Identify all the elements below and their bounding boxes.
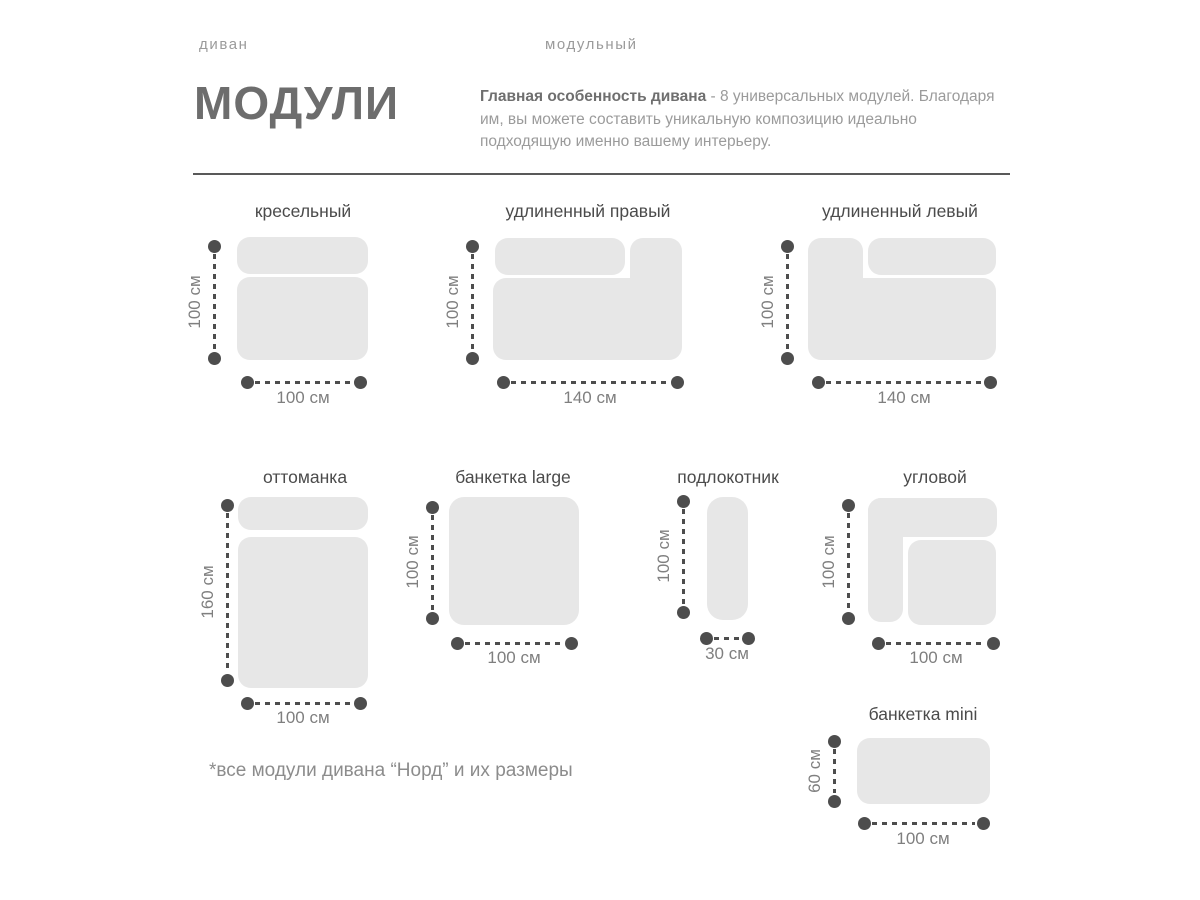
module-shape (238, 537, 368, 688)
height-dimension-line (847, 513, 850, 610)
dim-dot (221, 499, 234, 512)
module-shape (808, 278, 996, 360)
module-shape (868, 498, 997, 537)
height-dimension-line (226, 513, 229, 672)
dim-dot (241, 697, 254, 710)
width-dimension-line (886, 642, 985, 645)
dim-dot (354, 376, 367, 389)
width-dimension-label: 140 см (563, 388, 617, 407)
width-dimension-label: 100 см (276, 708, 330, 727)
dim-dot (208, 352, 221, 365)
module-shape (237, 277, 368, 360)
width-dimension-label: 100 см (896, 829, 950, 848)
width-dimension-label: 100 см (276, 388, 330, 407)
module-title: банкетка large (455, 467, 571, 487)
module-title: подлокотник (677, 467, 779, 487)
dim-dot (221, 674, 234, 687)
width-dimension-line (872, 822, 975, 825)
width-dimension-label: 140 см (877, 388, 931, 407)
dim-dot (781, 352, 794, 365)
height-dimension-label: 100 см (443, 275, 462, 329)
height-dimension-line (786, 254, 789, 350)
header-label-left: диван (199, 36, 249, 53)
dim-dot (781, 240, 794, 253)
height-dimension-label: 100 см (403, 535, 422, 589)
module-shape (808, 238, 863, 328)
dim-dot (426, 612, 439, 625)
width-dimension-line (826, 381, 982, 384)
footnote: *все модули дивана “Норд” и их размеры (209, 760, 573, 781)
dim-dot (828, 735, 841, 748)
module-shape (857, 738, 990, 804)
dim-dot (466, 352, 479, 365)
dim-dot (497, 376, 510, 389)
dim-dot (565, 637, 578, 650)
dim-dot (354, 697, 367, 710)
module-shape (868, 238, 996, 275)
width-dimension-line (511, 381, 669, 384)
height-dimension-label: 60 см (805, 749, 824, 793)
module-shape (868, 498, 903, 622)
dim-dot (466, 240, 479, 253)
dim-dot (984, 376, 997, 389)
width-dimension-label: 100 см (487, 648, 541, 667)
module-shape (493, 278, 682, 360)
header-label-right: модульный (545, 36, 638, 53)
height-dimension-label: 100 см (185, 275, 204, 329)
height-dimension-line (682, 509, 685, 604)
dim-dot (451, 637, 464, 650)
module-shape (495, 238, 625, 275)
height-dimension-label: 100 см (819, 535, 838, 589)
height-dimension-line (471, 254, 474, 350)
module-title: удлиненный правый (505, 201, 671, 221)
width-dimension-line (714, 637, 740, 640)
module-title: банкетка mini (868, 704, 978, 724)
width-dimension-label: 30 см (705, 644, 749, 663)
height-dimension-label: 160 см (198, 565, 217, 619)
intro-line-2: им, вы можете составить уникальную композицию идеально (480, 110, 917, 128)
width-dimension-label: 100 см (909, 648, 963, 667)
module-shape (630, 238, 682, 328)
dim-dot (677, 606, 690, 619)
module-shape (237, 237, 368, 274)
dim-dot (987, 637, 1000, 650)
dim-dot (700, 632, 713, 645)
module-shape (908, 540, 996, 625)
dim-dot (671, 376, 684, 389)
dim-dot (872, 637, 885, 650)
intro-bold-text: Главная особенность дивана (480, 88, 707, 105)
width-dimension-line (255, 702, 352, 705)
height-dimension-line (213, 254, 216, 350)
dim-dot (426, 501, 439, 514)
width-dimension-line (465, 642, 563, 645)
width-dimension-line (255, 381, 352, 384)
intro-line-1-rest: - 8 универсальных модулей. Благодаря (706, 88, 995, 105)
height-dimension-line (833, 749, 836, 793)
module-shape (449, 497, 579, 625)
dim-dot (858, 817, 871, 830)
dim-dot (677, 495, 690, 508)
height-dimension-label: 100 см (758, 275, 777, 329)
dim-dot (208, 240, 221, 253)
module-title: удлиненный левый (822, 201, 978, 221)
height-dimension-label: 100 см (654, 529, 673, 583)
dim-dot (977, 817, 990, 830)
dim-dot (842, 612, 855, 625)
module-shape (707, 497, 748, 620)
dim-dot (241, 376, 254, 389)
module-title: кресельный (254, 201, 352, 221)
module-title: угловой (903, 467, 967, 487)
height-dimension-line (431, 515, 434, 610)
dim-dot (742, 632, 755, 645)
module-title: оттоманка (262, 467, 348, 487)
dim-dot (812, 376, 825, 389)
intro-line-3: подходящую именно вашему интерьеру. (480, 133, 772, 150)
dim-dot (828, 795, 841, 808)
page-title: МОДУЛИ (194, 77, 400, 129)
dim-dot (842, 499, 855, 512)
module-shape (238, 497, 368, 530)
